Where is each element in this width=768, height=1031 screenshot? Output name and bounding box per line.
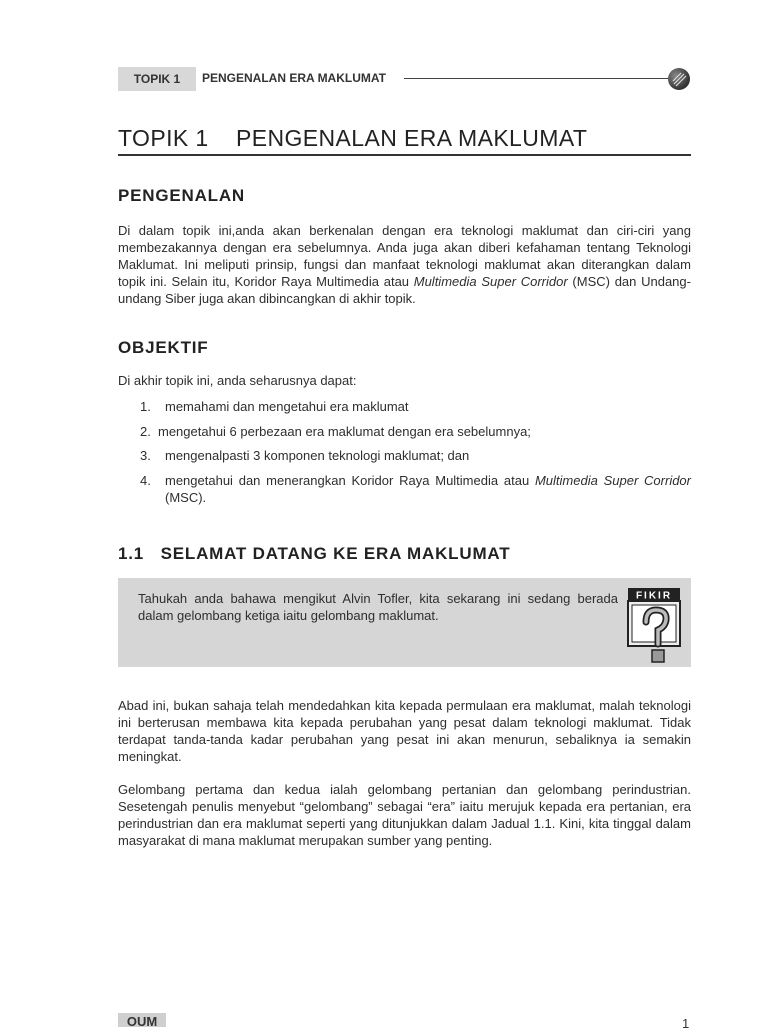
list-text-part: (MSC). — [165, 490, 207, 505]
list-number: 3. — [140, 448, 151, 463]
think-box — [118, 578, 691, 667]
topic-heading — [118, 125, 587, 152]
objektif-intro: Di akhir topik ini, anda seharusnya dapat: — [118, 373, 357, 388]
footer-publisher-tag: OUM — [118, 1013, 166, 1027]
body-paragraph-2: Gelombang pertama dan kedua ialah gelombang pertanian dan gelombang perindustrian. Sesetengah penulis menyebut “gelombang” sebagai “era” iaitu merujuk kepada era pertanian, era perindustrian dan era maklumat seperti yang ditunjukkan dalam Jadual 1.1. Kini, kita tinggal dalam masyarakat di mana maklumat merupakan sumber yang penting. — [118, 782, 691, 848]
title-underline — [118, 154, 691, 156]
section-heading-pengenalan: PENGENALAN — [118, 186, 246, 205]
section-heading-objektif: OBJEKTIF — [118, 338, 209, 357]
pengenalan-text-1: Di dalam topik ini,anda akan berkenalan dengan era teknologi maklumat dan ciri-ciri yang membezakannya dengan era sebelumnya. Anda juga akan diberi kefahaman tentang Teknologi Maklumat. Ini meliputi prinsip, fungsi dan manfaat teknologi maklumat akan diterangkan dalam topik ini. Selain itu, Koridor Raya Multimedia atau — [118, 223, 691, 289]
topic-number: TOPIK 1 — [118, 125, 209, 151]
list-number: 4. — [140, 473, 151, 488]
list-number: 1. — [140, 399, 151, 414]
list-text — [165, 472, 691, 506]
body-paragraph-1: Abad ini, bukan sahaja telah mendedahkan kita kepada permulaan era maklumat, malah teknologi ini berterusan membawa kita kepada perubahan yang pesat dalam teknologi maklumat. Tidak terdapat tanda-tanda kadar perubahan yang pesat ini akan menurun, sebaliknya ia semakin meningkat. — [118, 698, 691, 764]
fikir-label: FIKIR — [635, 590, 673, 602]
globe-icon — [668, 68, 690, 90]
page-number: 1 — [682, 1016, 690, 1031]
think-box-text: Tahukah anda bahawa mengikut Alvin Tofler, kita sekarang ini sedang berada dalam gelombang ketiga iaitu gelombang maklumat. — [138, 591, 618, 623]
pengenalan-text-2: (MSC) dan Undang-undang Siber juga akan dibincangkan di akhir topik. — [118, 274, 691, 306]
fikir-icon — [626, 586, 682, 671]
section-heading-1-1: 1.1 SELAMAT DATANG KE ERA MAKLUMAT — [118, 544, 511, 563]
topic-title: PENGENALAN ERA MAKLUMAT — [236, 125, 588, 151]
list-text: mengetahui 6 perbezaan era maklumat dengan era sebelumnya; — [158, 424, 531, 439]
pengenalan-italic: Multimedia Super Corridor — [413, 274, 568, 289]
header-divider — [404, 78, 670, 79]
list-text-italic: Multimedia Super Corridor — [534, 473, 691, 488]
list-number: 2. — [140, 424, 151, 439]
running-header-tag: TOPIK 1 — [118, 67, 196, 91]
running-header-title: PENGENALAN ERA MAKLUMAT — [202, 71, 386, 85]
list-text-part: mengetahui dan menerangkan Koridor Raya Multimedia atau — [165, 473, 535, 488]
list-text: mengenalpasti 3 komponen teknologi maklumat; dan — [165, 448, 470, 463]
pengenalan-paragraph — [118, 222, 691, 307]
list-text: memahami dan mengetahui era maklumat — [165, 399, 409, 414]
